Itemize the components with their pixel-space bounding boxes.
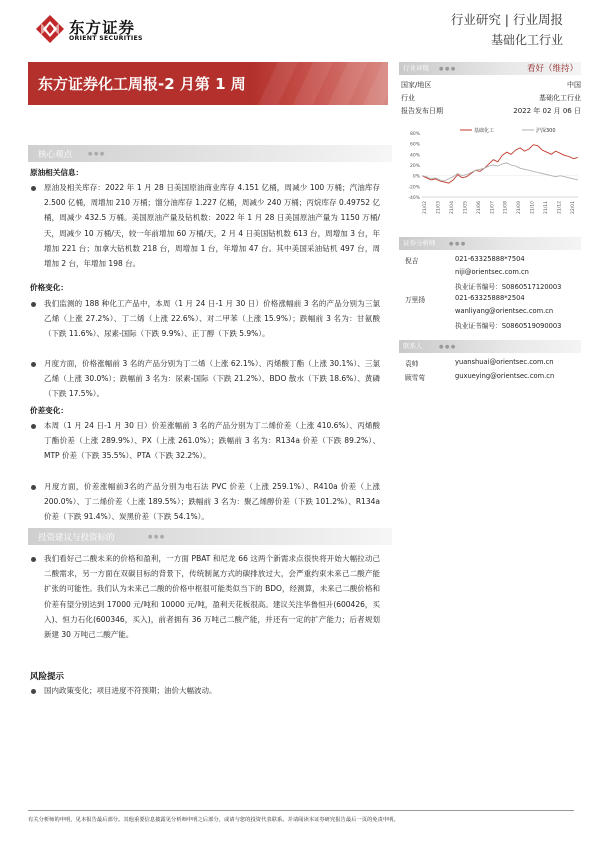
analysts-label: 证券分析师 (403, 239, 436, 247)
contact-name: 袁帅 (405, 360, 419, 368)
section-title: 投资建议与投资标的 (38, 533, 115, 543)
footer-divider (28, 810, 574, 811)
legend-label: 基础化工 (474, 128, 495, 134)
x-tick-label: 21/08 (503, 201, 509, 214)
x-tick-label: 21/09 (517, 201, 523, 214)
bullet-icon (31, 186, 36, 191)
info-row-region (401, 80, 581, 90)
para-spread-monthly: 月度方面，价差涨幅前3名的产品分别为电石法 PVC 价差（上涨 259.1%）、R410a 价差（上涨 200.0%）、丁二烯价差（上涨 189.5%）；跌幅前 3 名为：聚乙烯醇价差（下跌 101.2%）、R134a 价差（下跌 91.4%）、炭黑价差（下跌 54.1%）。 (44, 482, 380, 522)
para-spread-weekly: 本周（1 月 24 日-1 月 30 日）价差涨幅前 3 名的产品分别为丁二烯价差（上涨 410.6%）、丙烯酸丁酯价差（上涨 289.9%）、PX（上涨 261.0%）；跌幅前 3 名为：R134a 价差（下跌 89.2%）、MTP 价差（下跌 35.5%）、PTA（下跌 32.2%）。 (44, 421, 380, 461)
x-tick-label: 21/06 (476, 201, 482, 214)
rating-label: 行业评级 (403, 64, 429, 72)
analyst-phone: 021-63325888*2504 (455, 294, 525, 302)
series-line-1 (422, 163, 578, 181)
analyst-phone: 021-63325888*7504 (455, 255, 525, 263)
bullet-icon (31, 362, 36, 367)
title-banner (28, 62, 388, 105)
decor-dots: ● ● ● (439, 344, 456, 350)
info-value: 2022 年 02 月 06 日 (513, 107, 581, 115)
subhead-price: 价格变化： (30, 283, 68, 292)
analyst-name: 万里扬 (405, 296, 426, 304)
contact-email[interactable]: guxueying@orientsec.com.cn (455, 372, 555, 380)
section-risk-title: 风险提示 (30, 672, 65, 682)
report-category: 行业研究 | 行业周报 (450, 12, 563, 27)
analyst-email[interactable]: wanliyang@orientsec.com.cn (455, 307, 554, 315)
bullet-icon (31, 689, 36, 694)
para-oil: 原油及相关库存：2022 年 1 月 28 日美国原油商业库存 4.151 亿桶，周减少 100 万桶；汽油库存 2.500 亿桶，周增加 210 万桶；馏分油库存 1.227 亿桶，周减少 240 万桶；丙烷库存 0.49752 亿桶，周减少 432.5 万桶。美国原油产量及钻机数：2022 年 1 月 28 日美国原油产量为 1150 万桶/天，周减少 10 万桶/天，较一年前增加 60 万桶/天，2 月 4 日美国钻机数 613 台，周增加 3 台，年增加 221 台；加拿大钻机数 218 台，周增加 1 台，年增加 47 台。其中美国采油钻机 497 台，周增加 2 台，年增加 198 台。 (44, 183, 380, 269)
subhead-oil: 原油相关信息： (30, 168, 84, 177)
info-row-date (401, 106, 581, 116)
x-tick-label: 21/11 (544, 201, 550, 214)
info-key: 国家/地区 (401, 81, 432, 89)
contact-email[interactable]: yuanshuai@orientsec.com.cn (455, 358, 554, 366)
para-price-weekly: 我们监测的 188 种化工产品中，本周（1 月 24 日-1 月 30 日）价格涨幅前 3 名的产品分别为三氯乙烯（上涨 27.2%）、丁二烯（上涨 22.6%）、对二甲苯（上涨 15.9%）；跌幅前 3 名为：甘氨酸（下跌 11.6%）、尿素-国际（下跌 9.9%）、正丁醇（下跌 5.9%）。 (44, 299, 380, 339)
contact-name: 顾雪莺 (405, 374, 426, 382)
para-price-monthly: 月度方面，价格涨幅前 3 名的产品分别为丁二烯（上涨 62.1%）、丙烯酸丁酯（上涨 30.1%）、三氯乙烯（上涨 30.0%）；跌幅前 3 名为：尿素-国际（下跌 21.2%）、BDO 散水（下跌 18.6%）、黄磷（下跌 17.5%）。 (44, 359, 380, 399)
footer-disclaimer: 有关分析师的申明，见本报告最后部分。其他重要信息披露见分析师申明之后部分，或请与您的投资代表联系。并请阅读本证券研究报告最后一页的免责申明。 (28, 817, 399, 823)
info-key: 行业 (401, 94, 415, 102)
report-title: 东方证券化工周报-2 月第 1 周 (38, 75, 246, 93)
logo-mark-icon (35, 14, 65, 44)
x-tick-label: 21/05 (463, 201, 469, 214)
y-tick-label: 80% (409, 132, 420, 137)
x-tick-label: 21/04 (449, 201, 455, 214)
rating-bar (399, 62, 581, 75)
decor-dots: ● ● ● (88, 151, 105, 157)
x-tick-label: 21/02 (423, 201, 428, 214)
x-tick-label: 21/12 (557, 201, 563, 214)
analyst-name: 倪吉 (405, 257, 419, 265)
x-tick-label: 22/01 (571, 201, 576, 214)
section-advice (28, 528, 392, 545)
contacts-label: 联系人 (403, 342, 423, 350)
y-tick-label: 0% (412, 174, 420, 180)
analyst-cert: 执业证书编号：S0860519090003 (455, 322, 562, 330)
decor-dots: ● ● ● (439, 66, 456, 72)
logo-text-en: ORIENT SECURITIES (69, 35, 143, 42)
y-tick-label: 20% (409, 164, 420, 169)
contacts-bar (399, 340, 581, 353)
logo-text-cn: 东方证券 (69, 19, 136, 37)
info-value: 中国 (567, 81, 581, 89)
section-title: 核心观点 (38, 150, 73, 160)
decor-dots: ● ● ● (148, 534, 165, 540)
info-row-industry (401, 93, 581, 103)
company-logo (35, 14, 155, 46)
report-industry: 基础化工行业 (490, 33, 563, 47)
bullet-icon (31, 557, 36, 562)
info-value: 基础化工行业 (539, 94, 581, 102)
x-tick-label: 21/03 (436, 201, 442, 214)
section-core (28, 145, 392, 162)
analysts-bar (399, 237, 581, 250)
bullet-icon (31, 485, 36, 490)
para-risk: 国内政策变化；项目进度不符预期；油价大幅波动。 (44, 686, 217, 695)
y-tick-label: -20% (408, 185, 420, 191)
para-advice: 我们看好己二酸未来的价格和盈利，一方面 PBAT 和尼龙 66 这两个新需求点很快将开始大幅拉动己二酸需求，另一方面在双碳目标的背景下，传统制氮方式的碳排放过大，会严重约束未来己二酸产能扩张的可能性。我们认为未来己二酸的价格中枢很可能类似当下的 BDO，经测算，未来己二酸价格和价差有望分别达到 17000 元/吨和 10000 元/吨，盈利天花板很高。建议关注华鲁恒升(600426，买入)、恒力石化(600346，买入)，前者拥有 36 万吨己二酸产能，并还有一定的扩产能力；后者规划新建 30 万吨己二酸产能。 (44, 554, 380, 640)
rating-value: 看好（维持） (526, 64, 578, 74)
legend-label: 沪深300 (536, 128, 556, 134)
bullet-icon (31, 424, 36, 429)
subhead-spread: 价差变化： (30, 406, 68, 415)
performance-chart (400, 127, 582, 227)
analyst-email[interactable]: niji@orientsec.com.cn (455, 268, 529, 276)
y-tick-label: 60% (409, 142, 420, 148)
decor-dots: ● ● ● (449, 241, 466, 247)
series-line-0 (422, 145, 578, 183)
analyst-cert: 执业证书编号：S0860517120003 (455, 283, 562, 291)
y-tick-label: 40% (409, 153, 420, 159)
x-tick-label: 21/10 (530, 201, 536, 214)
y-tick-label: -40% (408, 196, 420, 201)
info-key: 报告发布日期 (401, 107, 443, 115)
bullet-icon (31, 302, 36, 307)
x-tick-label: 21/07 (490, 201, 496, 214)
